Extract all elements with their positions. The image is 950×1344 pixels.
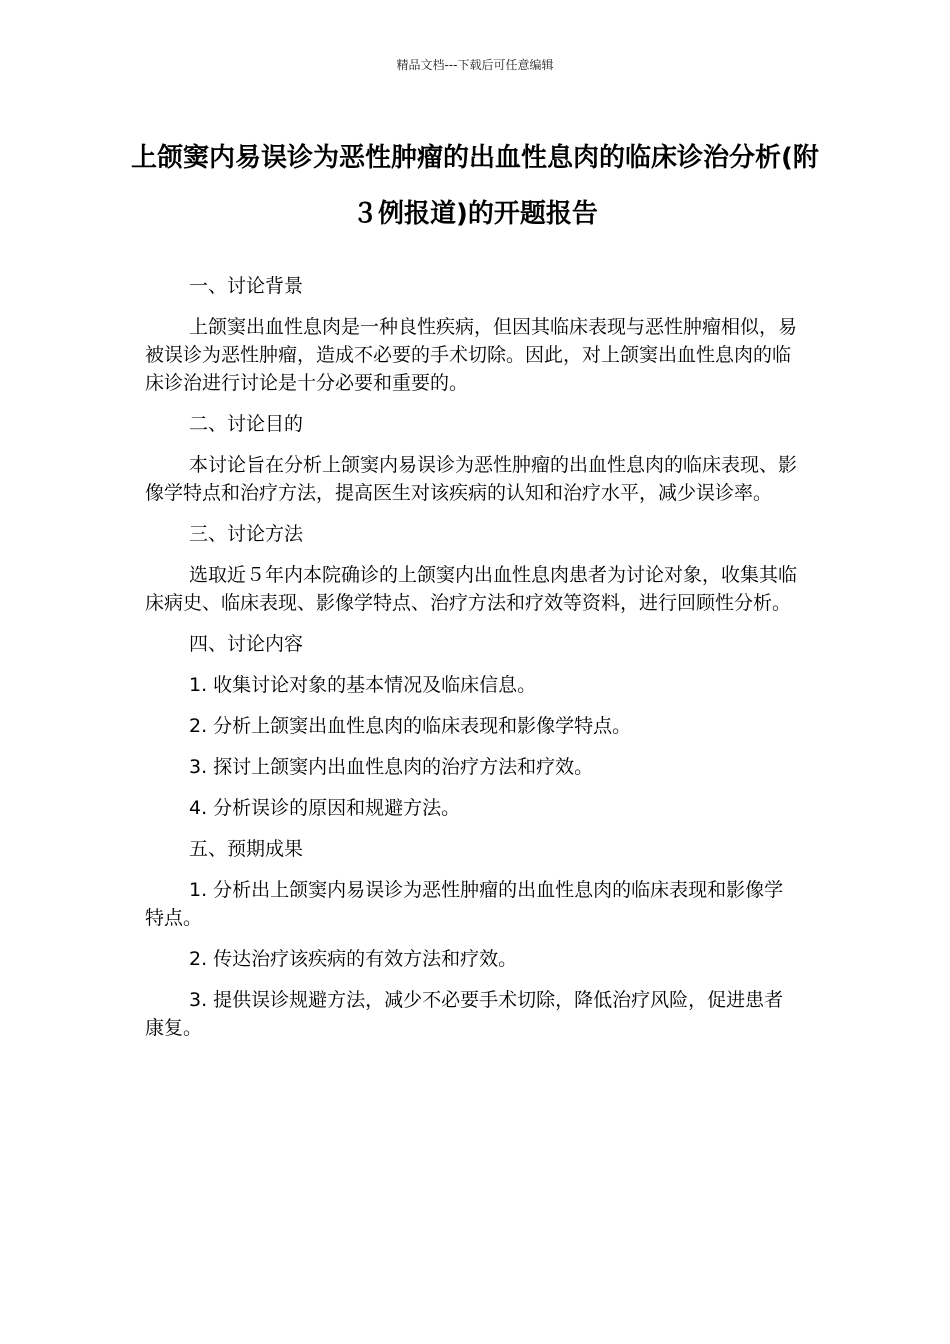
list-item: 4. 分析误诊的原因和规避方法。 [189,797,461,819]
section-heading-content: 四、讨论内容 [189,633,304,655]
section-heading-outcomes: 五、预期成果 [189,838,304,860]
section-heading-purpose: 二、讨论目的 [189,413,304,435]
paragraph-method: 选取近５年内本院确诊的上颌窦内出血性息肉患者为讨论对象，收集其临床病史、临床表现、影像学特点、治疗方法和疗效等资料，进行回顾性分析。 [145,564,798,614]
paragraph-purpose: 本讨论旨在分析上颌窦内易误诊为恶性肿瘤的出血性息肉的临床表现、影像学特点和治疗方法，提高医生对该疾病的认知和治疗水平，减少误诊率。 [145,454,798,504]
section-heading-method: 三、讨论方法 [189,523,304,545]
list-item: 1. 分析出上颌窦内易误诊为恶性肿瘤的出血性息肉的临床表现和影像学特点。 [145,879,784,929]
header-note: 精品文档---下载后可任意编辑 [396,58,554,72]
section-heading-background: 一、讨论背景 [189,275,304,297]
list-item: 1. 收集讨论对象的基本情况及临床信息。 [189,674,537,696]
list-item: 2. 分析上颌窦出血性息肉的临床表现和影像学特点。 [189,715,632,737]
paragraph-background: 上颌窦出血性息肉是一种良性疾病，但因其临床表现与恶性肿瘤相似，易被误诊为恶性肿瘤，造成不必要的手术切除。因此，对上颌窦出血性息肉的临床诊治进行讨论是十分必要和重要的。 [145,316,798,394]
list-item: 3. 探讨上颌窦内出血性息肉的治疗方法和疗效。 [189,756,594,778]
list-item: 3. 提供误诊规避方法，减少不必要手术切除，降低治疗风险，促进患者康复。 [145,989,784,1039]
document-body [145,272,797,1055]
document-title: 上颌窦内易误诊为恶性肿瘤的出血性息肉的临床诊治分析(附３例报道)的开题报告 [131,143,819,229]
list-item: 2. 传达治疗该疾病的有效方法和疗效。 [189,948,518,970]
